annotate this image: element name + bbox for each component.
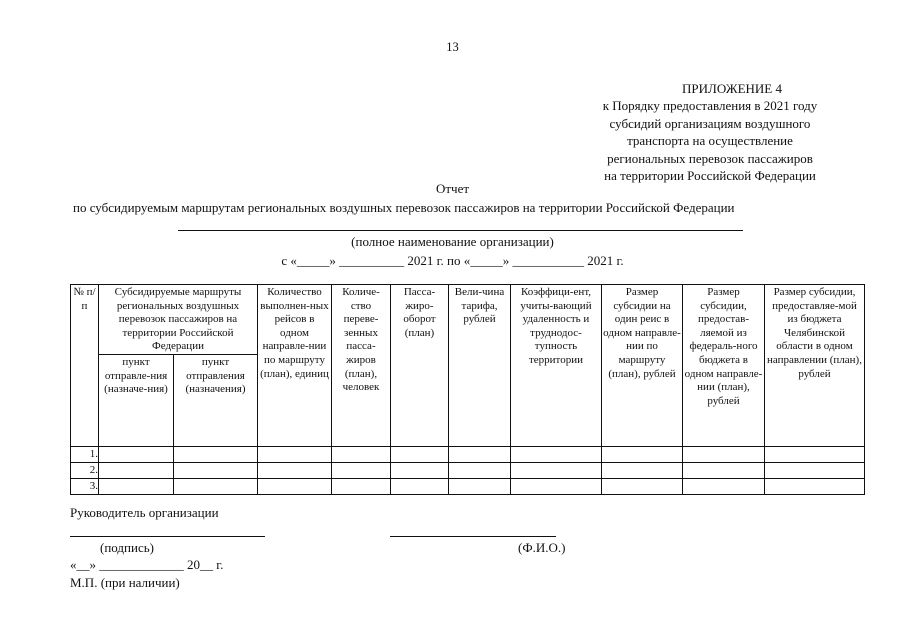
subheader-arrival: пункт отправления (назначения) xyxy=(174,355,258,447)
table-cell[interactable] xyxy=(602,447,683,463)
appendix-line: транспорта на осуществление xyxy=(627,133,793,149)
row-number: 1. xyxy=(71,447,99,463)
table-cell[interactable] xyxy=(449,479,511,495)
organization-caption: (полное наименование организации) xyxy=(351,234,554,249)
table-cell[interactable] xyxy=(258,447,332,463)
appendix-line: региональных перевозок пассажиров xyxy=(607,150,813,166)
fio-label: (Ф.И.О.) xyxy=(518,540,566,555)
table-cell[interactable] xyxy=(765,463,865,479)
table-header-row xyxy=(71,285,865,355)
table-cell[interactable] xyxy=(258,463,332,479)
table-row xyxy=(71,447,865,463)
table-cell[interactable] xyxy=(332,479,391,495)
report-table xyxy=(70,284,865,495)
table-cell[interactable] xyxy=(391,479,449,495)
table-cell[interactable] xyxy=(511,463,602,479)
header-federal-subsidy: Размер субсидии, предостав-ляемой из федераль-ного бюджета в одном направле-нии (план), рублей xyxy=(683,285,765,447)
table-row xyxy=(71,479,865,495)
table-cell[interactable] xyxy=(683,463,765,479)
head-of-organization: Руководитель организации xyxy=(70,505,219,520)
report-title: Отчет xyxy=(435,181,470,196)
header-coefficient: Коэффици-ент, учиты-вающий удаленность и труднодос-тупность территории xyxy=(511,285,602,447)
header-turnover: Пасса-жиро-оборот (план) xyxy=(391,285,449,447)
appendix-block xyxy=(560,80,860,184)
table-row xyxy=(71,463,865,479)
organization-name-line xyxy=(178,230,743,231)
table-cell[interactable] xyxy=(332,447,391,463)
table-cell[interactable] xyxy=(683,447,765,463)
header-passengers: Количе-ство переве-зенных пасса-жиров (план), человек xyxy=(332,285,391,447)
signature-label: (подпись) xyxy=(100,540,154,555)
table-cell[interactable] xyxy=(99,479,174,495)
table-cell[interactable] xyxy=(449,463,511,479)
table-cell[interactable] xyxy=(765,447,865,463)
header-flights: Количество выполнен-ных рейсов в одном направле-нии по маршруту (план), единиц xyxy=(258,285,332,447)
table-cell[interactable] xyxy=(602,479,683,495)
table-cell[interactable] xyxy=(174,447,258,463)
header-regional-subsidy: Размер субсидии, предоставляе-мой из бюджета Челябинской области в одном направлении (план), рублей xyxy=(765,285,865,447)
table-cell[interactable] xyxy=(511,479,602,495)
subheader-departure: пункт отправле-ния (назначе-ния) xyxy=(99,355,174,447)
table-cell[interactable] xyxy=(99,463,174,479)
table-cell[interactable] xyxy=(391,447,449,463)
report-period: с «_____» __________ 2021 г. по «_____» ___________ 2021 г. xyxy=(281,253,624,268)
appendix-line: субсидий организациям воздушного xyxy=(609,115,811,131)
header-number: № п/п xyxy=(71,285,99,447)
header-routes: Субсидируемые маршруты региональных воздушных перевозок пассажиров на территории Российской Федерации xyxy=(99,285,258,355)
table-cell[interactable] xyxy=(391,463,449,479)
report-subtitle: по субсидируемым маршрутам региональных воздушных перевозок пассажиров на территории Российской Федерации xyxy=(73,200,735,215)
page-number: 13 xyxy=(446,40,459,54)
table-cell[interactable] xyxy=(332,463,391,479)
table-cell[interactable] xyxy=(258,479,332,495)
row-number: 2. xyxy=(71,463,99,479)
signature-line xyxy=(70,536,265,537)
appendix-line: к Порядку предоставления в 2021 году xyxy=(602,98,818,114)
signature-date: «__» _____________ 20__ г. xyxy=(70,557,224,572)
table-cell[interactable] xyxy=(99,447,174,463)
table-cell[interactable] xyxy=(174,463,258,479)
row-number: 3. xyxy=(71,479,99,495)
table-cell[interactable] xyxy=(683,479,765,495)
table-cell[interactable] xyxy=(174,479,258,495)
seal-note: М.П. (при наличии) xyxy=(70,575,180,590)
header-subsidy-per-flight: Размер субсидии на один реис в одном направле-нии по маршруту (план), рублей xyxy=(602,285,683,447)
fio-line xyxy=(390,536,556,537)
appendix-title: ПРИЛОЖЕНИЕ 4 xyxy=(682,81,782,96)
table-cell[interactable] xyxy=(602,463,683,479)
table-cell[interactable] xyxy=(449,447,511,463)
header-tariff: Вели-чина тарифа, рублей xyxy=(449,285,511,447)
table-cell[interactable] xyxy=(511,447,602,463)
table-cell[interactable] xyxy=(765,479,865,495)
appendix-line: на территории Российской Федерации xyxy=(604,168,816,184)
